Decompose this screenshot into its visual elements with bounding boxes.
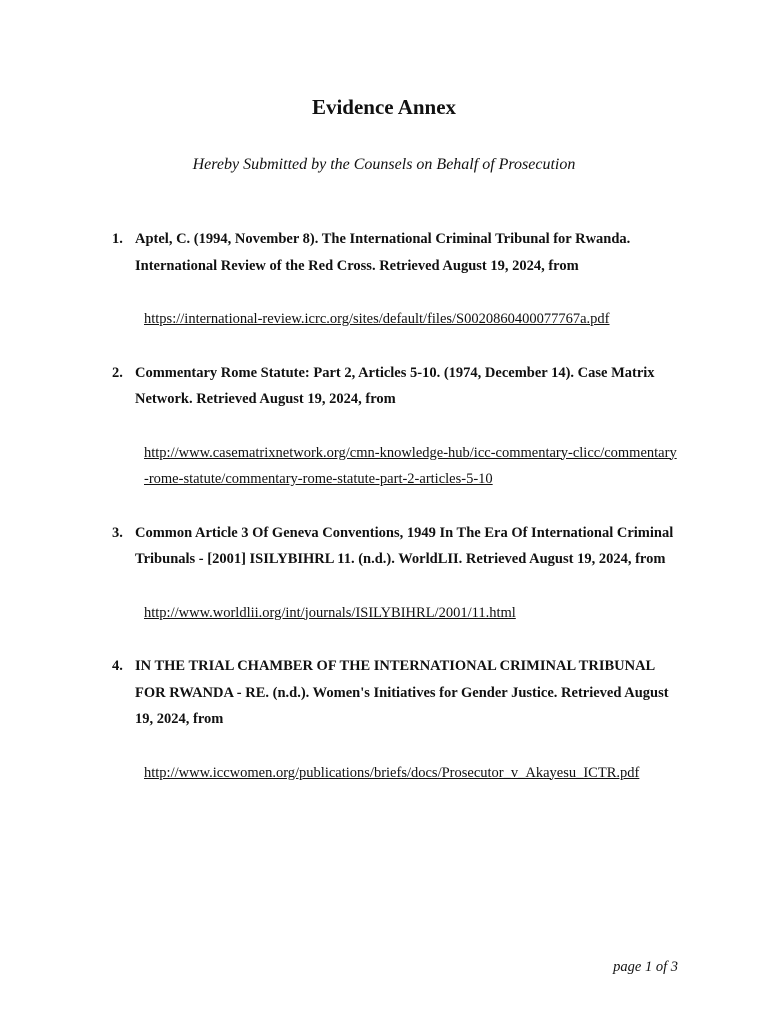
list-item-link[interactable]: http://www.worldlii.org/int/journals/ISILYBIHRL/2001/11.html	[144, 604, 516, 621]
list-item-link[interactable]: http://www.casematrixnetwork.org/cmn-knowledge-hub/icc-commentary-clicc/commentary-rome-statute/commentary-rome-statute-part-2-articles-5-10	[144, 444, 677, 487]
list-item-number: 4.	[112, 658, 123, 674]
list-item-url-wrapper	[144, 760, 679, 787]
list-item-citation: IN THE TRIAL CHAMBER OF THE INTERNATIONAL CRIMINAL TRIBUNAL FOR RWANDA - RE. (n.d.). Women's Initiatives for Gender Justice. Retrieved August 19, 2024, from	[135, 658, 669, 727]
list-item	[0, 226, 768, 333]
list-item-link[interactable]: https://international-review.icrc.org/sites/default/files/S0020860400077767a.pdf	[144, 311, 610, 327]
list-item-citation: Aptel, C. (1994, November 8). The International Criminal Tribunal for Rwanda. International Review of the Red Cross. Retrieved August 19, 2024, from	[135, 231, 631, 274]
list-item	[0, 653, 768, 786]
list-item-number: 3.	[112, 524, 123, 541]
list-item-url-wrapper	[144, 306, 679, 333]
page-number: page 1 of 3	[613, 959, 678, 975]
document-title: Evidence Annex	[311, 95, 457, 119]
list-item-number: 2.	[112, 364, 123, 381]
list-item-number: 1.	[112, 231, 123, 247]
list-item-url-wrapper	[144, 600, 679, 627]
list-item-citation: Commentary Rome Statute: Part 2, Articles 5-10. (1974, December 14). Case Matrix Network. Retrieved August 19, 2024, from	[135, 364, 655, 407]
list-item-citation: Common Article 3 Of Geneva Conventions, 1949 In The Era Of International Criminal Tribunals - [2001] ISILYBIHRL 11. (n.d.). WorldLII. Retrieved August 19, 2024, from	[135, 524, 674, 567]
list-item-link[interactable]: http://www.iccwomen.org/publications/briefs/docs/Prosecutor_v_Akayesu_ICTR.pdf	[144, 764, 640, 781]
list-item-url-wrapper	[144, 440, 679, 493]
document-subtitle: Hereby Submitted by the Counsels on Behalf of Prosecution	[192, 156, 576, 173]
evidence-list	[0, 226, 768, 786]
list-item	[0, 520, 768, 627]
list-item	[0, 360, 768, 493]
